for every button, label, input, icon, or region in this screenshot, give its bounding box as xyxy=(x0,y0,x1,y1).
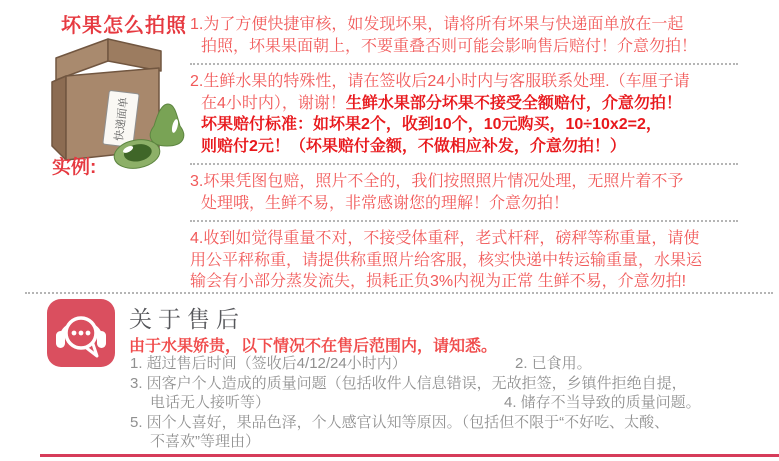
shipping-label xyxy=(103,90,139,147)
after-sales-line: 电话无人接听等） 4. 储存不当导致的质量问题。 xyxy=(150,394,701,411)
photo-guide-text-line: 输会有小部分蒸发流失，损耗正负3%内视为正常 生鲜不易，介意勿拍! xyxy=(190,273,687,290)
after-sales-line: 3. 因客户个人造成的质量问题（包括收件人信息错误，无故拒签，乡镇件拒绝自提， xyxy=(130,374,687,392)
dotted-divider xyxy=(190,63,738,65)
box-flap-right xyxy=(108,39,161,71)
photo-guide-list xyxy=(190,10,738,293)
after-sales-line: 5. 因个人喜好，果品色泽，个人感官认知等原因。（包括但不限于“不好吃、太酸、 xyxy=(130,413,670,431)
photo-guide-text-line: 2.生鲜水果的特殊性，请在签收后24小时内与客服联系处理.（车厘子请 xyxy=(190,73,690,90)
photo-guide-text-line: 拍照，坏果果面朝上，不要重叠否则可能会影响售后赔付！介意勿拍！ xyxy=(201,37,698,55)
photo-guide-title: 坏果怎么拍照 xyxy=(61,15,187,37)
photo-guide-text-line: 用公平秤称重，请提供称重照片给客服，核实快递中转运输重量，水果运 xyxy=(190,251,703,269)
customer-service-icon xyxy=(46,298,116,368)
photo-guide-item-3 xyxy=(190,171,738,214)
dotted-divider xyxy=(190,220,738,222)
photo-guide-text-line: 坏果赔付标准：如坏果2个，收到10个，10元购买，10÷10x2=2， xyxy=(201,116,662,133)
box-side-face xyxy=(52,76,66,160)
photo-guide-text-line: 1.为了方便快捷审核，如发现坏果，请将所有坏果与快递面单放在一起 xyxy=(190,16,684,33)
photo-guide-item-2 xyxy=(190,71,738,157)
photo-guide-item-1 xyxy=(190,14,738,57)
photo-guide-text-line: 3.坏果凭图包赔，照片不全的，我们按照照片情况处理，无照片着不予 xyxy=(190,173,684,190)
section-divider xyxy=(25,292,773,294)
photo-guide-item-4 xyxy=(190,228,738,293)
after-sales-line: 不喜欢”等理由） xyxy=(150,433,260,450)
example-label: 实例: xyxy=(52,157,97,178)
photo-guide-text-line: 处理哦，生鲜不易，非常感谢您的理解！介意勿拍！ xyxy=(201,194,570,212)
dotted-divider xyxy=(190,163,738,165)
bottom-accent-line xyxy=(40,454,779,457)
photo-guide-text-line: 在4小时内），谢谢！生鲜水果部分坏果不接受全额赔付，介意勿拍！ xyxy=(201,94,682,112)
after-sales-exclusion-list xyxy=(130,354,775,452)
photo-guide-text-line: 则赔付2元！（坏果赔付金额，不做相应补发，介意勿拍！） xyxy=(201,137,626,155)
shipping-label-text: 快递面单 xyxy=(113,96,131,142)
after-sales-title: 关于售后 xyxy=(129,306,245,332)
after-sales-line: 1. 超过售后时间（签收后4/12/24小时内） 2. 已食用。 xyxy=(130,355,592,372)
photo-guide-text-line: 4.收到如觉得重量不对，不接受体重秤，老式杆秤，磅秤等称重量，请使 xyxy=(190,230,700,247)
after-sales-subtitle: 由于水果娇贵，以下情况不在售后范围内，请知悉。 xyxy=(129,338,498,355)
